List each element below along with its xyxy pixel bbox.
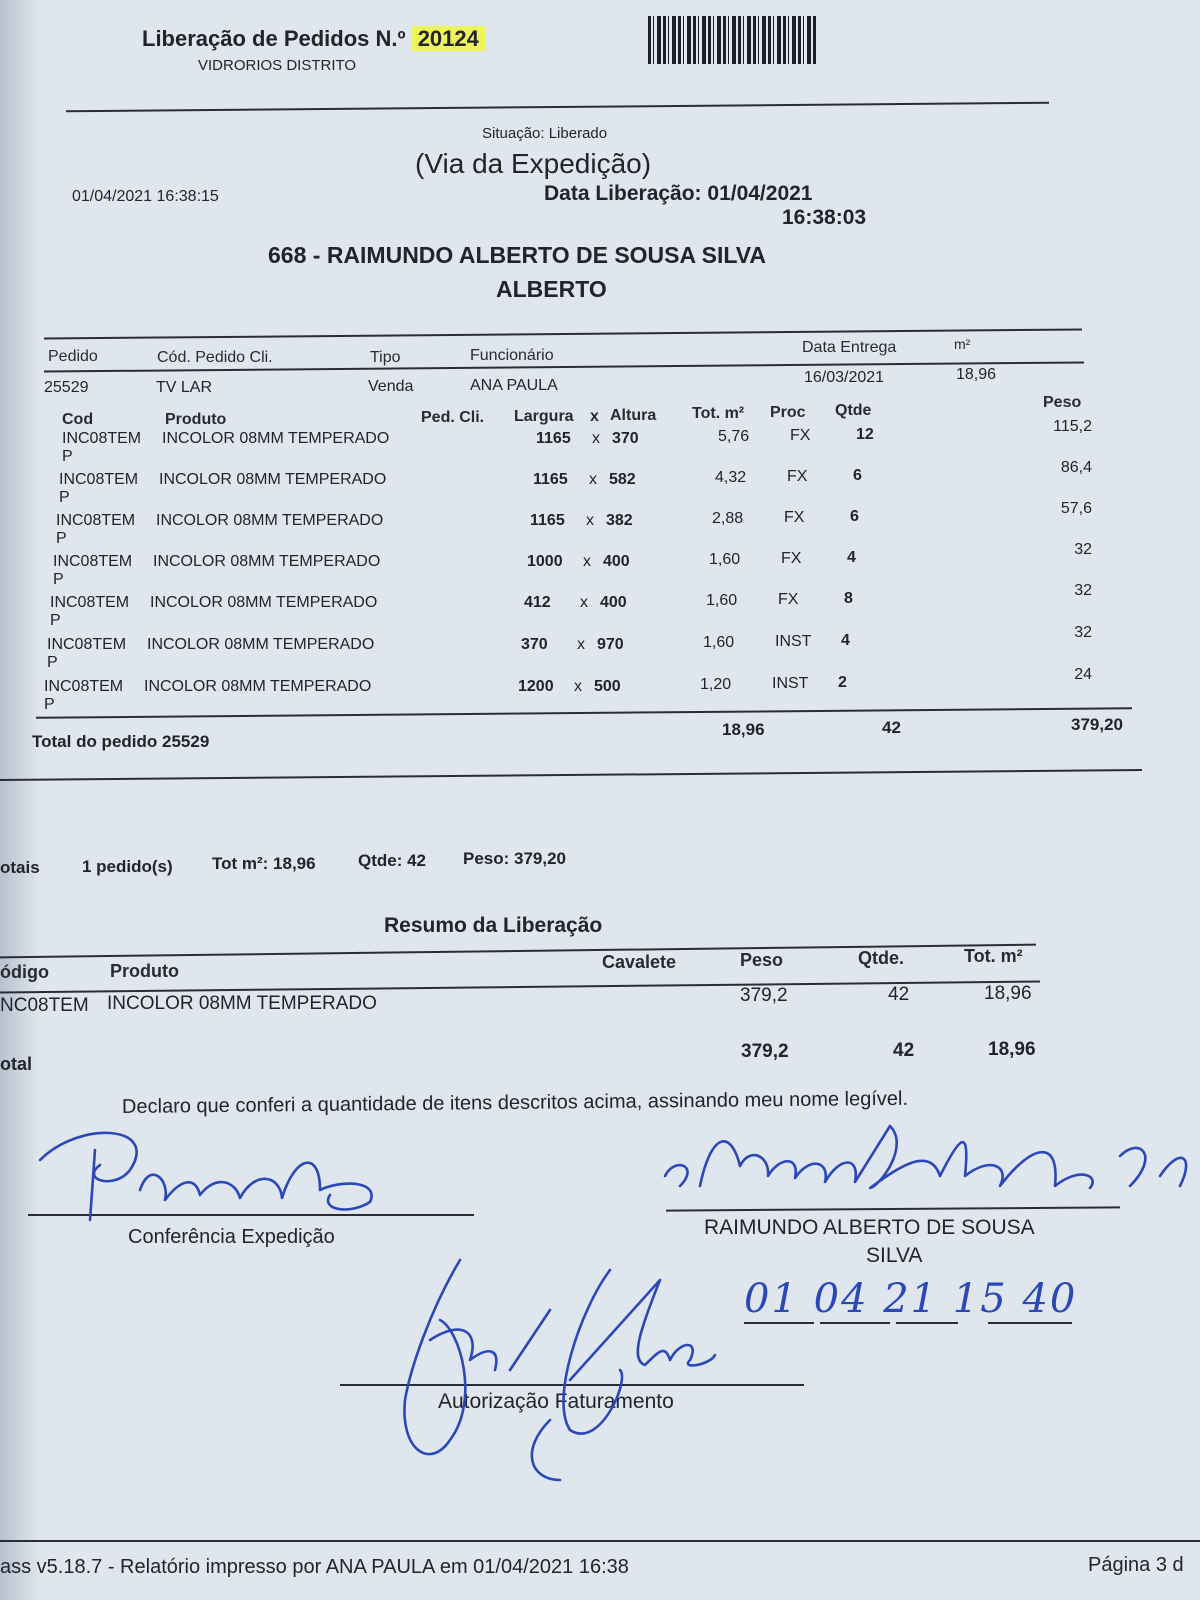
item-proc: FX	[778, 591, 799, 608]
divider	[36, 707, 1132, 719]
item-cod: INC08TEM	[62, 430, 142, 447]
summary-col-qtde: Qtde.	[858, 948, 905, 968]
item-produto: INCOLOR 08MM TEMPERADO	[156, 512, 384, 529]
item-cod: INC08TEM	[59, 471, 139, 488]
item-times-sign: x	[580, 594, 588, 611]
signature-client	[660, 1116, 1200, 1216]
order-data-entrega: 16/03/2021	[804, 369, 885, 386]
item-produto: INCOLOR 08MM TEMPERADO	[159, 471, 387, 488]
item-tot-m2: 1,60	[703, 634, 735, 651]
item-altura: 370	[612, 430, 639, 447]
client-signature-name: RAIMUNDO ALBERTO DE SOUSA	[704, 1216, 1035, 1239]
items-col-qtde: Qtde	[835, 402, 872, 419]
divider	[0, 981, 1040, 994]
items-col-proc: Proc	[770, 404, 806, 421]
item-qtde: 6	[853, 467, 862, 484]
order-total-peso: 379,20	[1071, 715, 1123, 734]
col-pedido: Pedido	[48, 348, 98, 365]
item-proc: FX	[784, 509, 805, 526]
footer-page: Página 3 d	[1088, 1554, 1184, 1576]
totals-peso: Peso: 379,20	[463, 849, 567, 868]
item-peso: 32	[1074, 541, 1092, 558]
items-col-tot-m2: Tot. m²	[692, 405, 745, 422]
items-col-ped-cli: Ped. Cli.	[421, 409, 485, 426]
summary-col-tot-m2: Tot. m²	[964, 946, 1023, 966]
item-altura: 970	[597, 636, 624, 653]
item-altura: 382	[606, 512, 633, 529]
order-total-m2: 18,96	[722, 720, 765, 739]
summary-total-label: otal	[0, 1054, 33, 1074]
signature-conferencia	[20, 1120, 400, 1230]
item-qtde: 4	[841, 632, 850, 649]
col-tipo: Tipo	[370, 349, 401, 366]
item-produto: INCOLOR 08MM TEMPERADO	[153, 553, 381, 570]
declaration-text: Declaro que conferi a quantidade de itens descritos acima, assinando meu nome legível.	[121, 1087, 909, 1118]
item-altura: 400	[600, 594, 627, 611]
item-largura: 1165	[533, 471, 568, 488]
item-largura: 1000	[527, 553, 563, 570]
item-qtde: 8	[844, 590, 853, 607]
item-tot-m2: 4,32	[715, 469, 747, 486]
summary-col-cavalete: Cavalete	[602, 952, 677, 972]
item-times-sign: x	[577, 636, 585, 653]
col-m2: m²	[954, 336, 971, 352]
item-cod-wrap: P	[50, 612, 61, 629]
item-qtde: 4	[847, 549, 856, 566]
item-largura: 1165	[530, 512, 565, 529]
item-proc: INST	[772, 675, 809, 692]
date-line	[820, 1322, 890, 1324]
divider	[0, 769, 1142, 781]
item-tot-m2: 1,60	[706, 592, 738, 609]
date-line	[988, 1322, 1072, 1324]
item-peso: 24	[1074, 666, 1092, 683]
printed-timestamp: 01/04/2021 16:38:15	[72, 188, 219, 205]
autorizacao-label: Autorização Faturamento	[438, 1390, 674, 1413]
via-title: (Via da Expedição)	[415, 148, 652, 179]
barcode	[648, 16, 816, 64]
date-line	[896, 1322, 958, 1324]
summary-row-produto: INCOLOR 08MM TEMPERADO	[107, 993, 377, 1014]
item-times-sign: x	[586, 512, 594, 529]
summary-total-tot-m2: 18,96	[988, 1039, 1036, 1060]
summary-total-qtde: 42	[893, 1040, 915, 1061]
item-qtde: 6	[850, 508, 859, 525]
items-col-largura: Largura	[514, 408, 574, 425]
totals-m2: Tot m²: 18,96	[212, 854, 316, 873]
item-cod: INC08TEM	[50, 594, 130, 611]
order-funcionario: ANA PAULA	[470, 377, 558, 394]
item-tot-m2: 1,20	[700, 676, 732, 693]
items-col-peso: Peso	[1043, 394, 1082, 411]
item-tot-m2: 2,88	[712, 510, 744, 527]
item-cod-wrap: P	[44, 696, 55, 713]
release-date: Data Liberação: 01/04/2021	[544, 182, 813, 205]
item-qtde: 2	[838, 674, 847, 691]
summary-row-tot-m2: 18,96	[984, 983, 1032, 1004]
release-time: 16:38:03	[782, 206, 867, 229]
item-cod-wrap: P	[53, 571, 64, 588]
item-largura: 370	[521, 636, 548, 653]
handwritten-date: 01 04 21 15 40	[744, 1276, 1078, 1322]
summary-title: Resumo da Liberação	[384, 914, 603, 937]
item-largura: 1200	[518, 678, 554, 695]
col-data-entrega: Data Entrega	[802, 339, 897, 356]
item-tot-m2: 1,60	[709, 551, 741, 568]
order-total-qtde: 42	[882, 718, 901, 737]
doc-number: 20124	[412, 26, 485, 51]
totals-qtde: Qtde: 42	[358, 851, 427, 870]
item-peso: 57,6	[1060, 500, 1092, 517]
item-peso: 32	[1074, 582, 1092, 599]
item-cod: INC08TEM	[53, 553, 133, 570]
footer-left: ass v5.18.7 - Relatório impresso por ANA PAULA em 01/04/2021 16:38	[0, 1556, 629, 1578]
item-altura: 500	[594, 678, 621, 695]
divider	[0, 1540, 1200, 1542]
summary-row-peso: 379,2	[740, 985, 788, 1006]
item-peso: 32	[1074, 624, 1092, 641]
order-tipo: Venda	[368, 378, 414, 395]
item-qtde: 12	[856, 426, 874, 443]
summary-col-codigo: ódigo	[0, 962, 49, 982]
item-produto: INCOLOR 08MM TEMPERADO	[147, 636, 375, 653]
order-cod-cli: TV LAR	[156, 379, 213, 396]
totals-label: otais	[0, 858, 40, 877]
summary-total-peso: 379,2	[741, 1041, 789, 1062]
doc-title-text: Liberação de Pedidos N.º	[142, 26, 406, 51]
divider	[66, 102, 1049, 113]
summary-col-produto: Produto	[110, 961, 179, 981]
item-proc: FX	[781, 550, 802, 567]
item-largura: 412	[524, 594, 551, 611]
summary-row-qtde: 42	[888, 984, 910, 1005]
summary-row-codigo: NC08TEM	[0, 995, 89, 1016]
item-proc: INST	[775, 633, 812, 650]
conferencia-label: Conferência Expedição	[128, 1226, 335, 1248]
page-edge-shadow	[0, 0, 40, 1600]
item-cod-wrap: P	[59, 489, 70, 506]
item-produto: INCOLOR 08MM TEMPERADO	[144, 678, 372, 695]
status-text: Situação: Liberado	[482, 125, 608, 142]
date-line	[744, 1322, 814, 1324]
item-produto: INCOLOR 08MM TEMPERADO	[150, 594, 378, 611]
item-cod-wrap: P	[62, 448, 73, 465]
divider	[44, 328, 1082, 339]
item-peso: 86,4	[1060, 459, 1092, 476]
doc-title	[142, 26, 485, 52]
item-altura: 400	[603, 553, 630, 570]
item-altura: 582	[609, 471, 636, 488]
company-name: VIDRORIOS DISTRITO	[198, 57, 357, 74]
totals-pedidos: 1 pedido(s)	[82, 857, 173, 876]
item-proc: FX	[790, 427, 811, 444]
item-peso: 115,2	[1053, 418, 1092, 435]
col-funcionario: Funcionário	[470, 347, 554, 364]
signature-autorizacao	[400, 1250, 720, 1490]
items-col-x: x	[590, 408, 599, 425]
client-name-2: ALBERTO	[496, 276, 607, 302]
item-times-sign: x	[574, 678, 582, 695]
item-cod-wrap: P	[56, 530, 67, 547]
items-col-produto: Produto	[165, 411, 227, 428]
item-produto: INCOLOR 08MM TEMPERADO	[162, 430, 390, 447]
item-times-sign: x	[583, 553, 591, 570]
item-cod: INC08TEM	[44, 678, 124, 695]
order-pedido: 25529	[44, 379, 89, 396]
item-times-sign: x	[592, 430, 600, 447]
order-total-label: Total do pedido 25529	[32, 732, 210, 751]
item-largura: 1165	[536, 430, 571, 447]
client-name: 668 - RAIMUNDO ALBERTO DE SOUSA SILVA	[268, 242, 766, 268]
client-signature-name-2: SILVA	[866, 1244, 923, 1267]
item-tot-m2: 5,76	[718, 428, 750, 445]
items-col-altura: Altura	[610, 407, 657, 424]
item-cod: INC08TEM	[47, 636, 127, 653]
item-times-sign: x	[589, 471, 597, 488]
col-cod-pedido-cli: Cód. Pedido Cli.	[157, 349, 273, 366]
items-col-cod: Cod	[62, 411, 94, 428]
item-proc: FX	[787, 468, 808, 485]
item-cod: INC08TEM	[56, 512, 136, 529]
item-cod-wrap: P	[47, 654, 58, 671]
order-m2: 18,96	[956, 366, 997, 383]
summary-col-peso: Peso	[740, 950, 784, 970]
